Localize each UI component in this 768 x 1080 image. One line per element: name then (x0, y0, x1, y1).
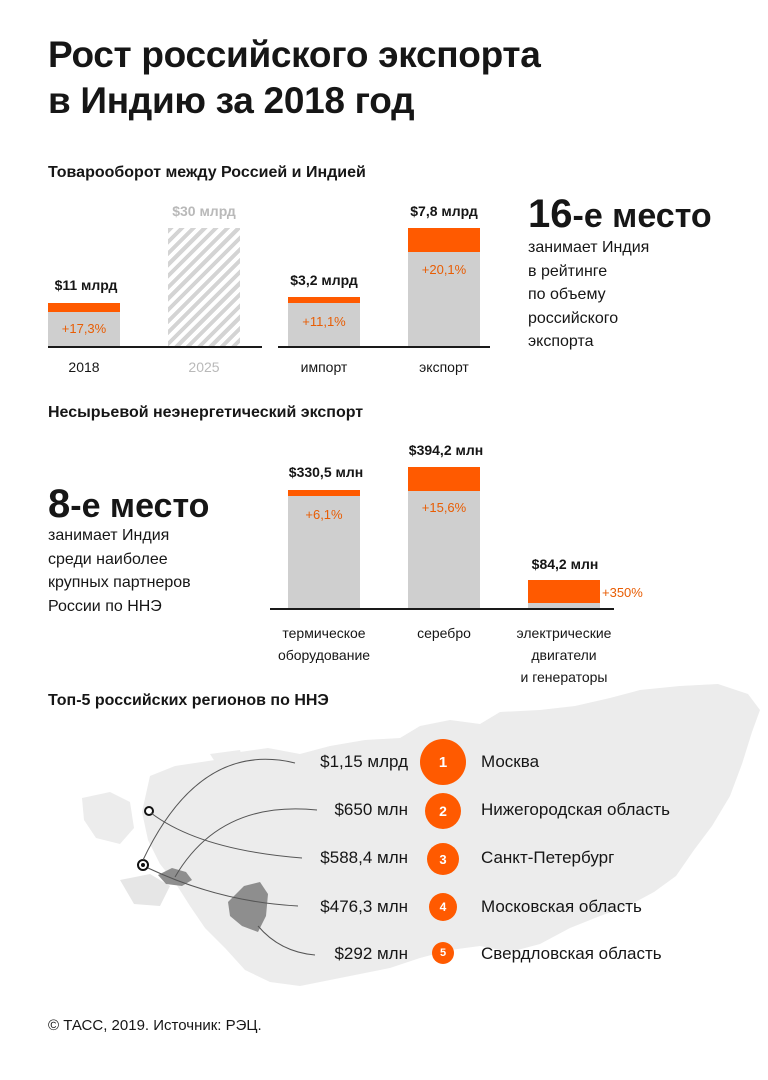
nne-rank-line: среди наиболее (48, 550, 168, 568)
region-amount: $476,3 млн (320, 897, 408, 916)
region-amount: $292 млн (334, 944, 408, 963)
trade-rank-line: занимает Индия (528, 239, 650, 256)
trade-bar-export-growth (408, 228, 480, 252)
nne-label-line: термическое (282, 625, 366, 641)
nne-bar-silver-pct: +15,6% (421, 500, 467, 515)
nne-bar-motors-value: $84,2 млн (531, 556, 599, 572)
trade-label-export: экспорт (419, 359, 469, 375)
trade-rank-line: российского (528, 309, 619, 327)
region-amount: $588,4 млн (320, 848, 408, 867)
region-name: Нижегородская область (481, 800, 670, 819)
nne-rank (48, 482, 209, 528)
trade-rank-line: экспорта (528, 333, 594, 350)
title-line-2: в Индию за 2018 год (48, 80, 415, 121)
nne-rank-line: России по ННЭ (48, 597, 162, 615)
trade-bar-export-pct: +20,1% (421, 262, 467, 277)
trade-section-title: Товарооборот между Россией и Индией (48, 164, 366, 181)
nne-bar-motors-pct: +350% (602, 585, 643, 600)
nne-bar-motors-growth (528, 580, 600, 603)
trade-axis-left (48, 346, 262, 348)
region-amount: $1,15 млрд (320, 752, 408, 771)
nne-rank-suffix: -е место (70, 487, 210, 525)
region-name: Санкт-Петербург (481, 848, 615, 867)
nne-bar-thermal-value: $330,5 млн (288, 464, 364, 480)
nne-bar-thermal-pct: +6,1% (305, 507, 343, 522)
nne-axis (270, 608, 614, 610)
rank-circle: 4 (429, 893, 457, 921)
title-line-1: Рост российского экспорта (48, 34, 541, 75)
trade-label-2018: 2018 (68, 359, 100, 375)
trade-bar-import-pct: +11,1% (302, 314, 346, 329)
nne-bar-silver-growth (408, 467, 480, 491)
nne-rank-line: занимает Индия (48, 527, 170, 544)
nne-rank-number: 8 (48, 482, 71, 526)
rank-circle: 2 (425, 793, 461, 829)
trade-bar-2025-value: $30 млрд (172, 203, 236, 219)
region-amount: $650 млн (334, 800, 408, 819)
trade-rank-line: в рейтинге (528, 262, 608, 280)
nne-label-thermal (252, 622, 396, 666)
nne-bar-silver-value: $394,2 млн (408, 442, 484, 458)
rank-circle: 1 (420, 739, 466, 785)
region-name: Свердловская область (481, 944, 662, 963)
region-name: Московская область (481, 897, 642, 916)
nne-rank-description (48, 524, 268, 618)
trade-bar-2018-growth (48, 303, 120, 312)
rank-circle: 3 (427, 843, 459, 875)
trade-label-import: импорт (300, 359, 348, 375)
nne-label-line: электрические (516, 625, 612, 641)
trade-bar-export-value: $7,8 млрд (410, 203, 478, 219)
nne-rank-line: крупных партнеров (48, 574, 191, 591)
trade-bar-2018-value: $11 млрд (54, 277, 118, 293)
trade-rank-line: по объему (528, 286, 606, 303)
regions-section-title: Топ-5 российских регионов по ННЭ (48, 692, 329, 709)
nne-label-silver (384, 622, 504, 644)
trade-rank-number: 16 (528, 192, 573, 236)
nne-label-line: оборудование (277, 647, 371, 663)
trade-label-2025: 2025 (188, 359, 220, 375)
nne-section-title: Несырьевой неэнергетический экспорт (48, 404, 364, 421)
nne-label-line: двигатели (531, 647, 597, 663)
rank-circle: 5 (432, 942, 454, 964)
region-name: Москва (481, 752, 540, 771)
trade-rank-description (528, 236, 728, 354)
nne-label-motors (494, 622, 634, 688)
page-title (48, 32, 728, 124)
trade-bar-import-value: $3,2 млрд (290, 272, 358, 288)
source-footer: © ТАСС, 2019. Источник: РЭЦ. (48, 1017, 262, 1034)
nne-label-line: серебро (417, 625, 471, 641)
trade-bar-2018-pct: +17,3% (61, 321, 107, 336)
trade-axis-right (278, 346, 490, 348)
nne-label-line: и генераторы (520, 669, 608, 685)
trade-rank (528, 192, 712, 238)
trade-rank-suffix: -е место (572, 197, 712, 235)
trade-bar-2025 (168, 228, 240, 346)
